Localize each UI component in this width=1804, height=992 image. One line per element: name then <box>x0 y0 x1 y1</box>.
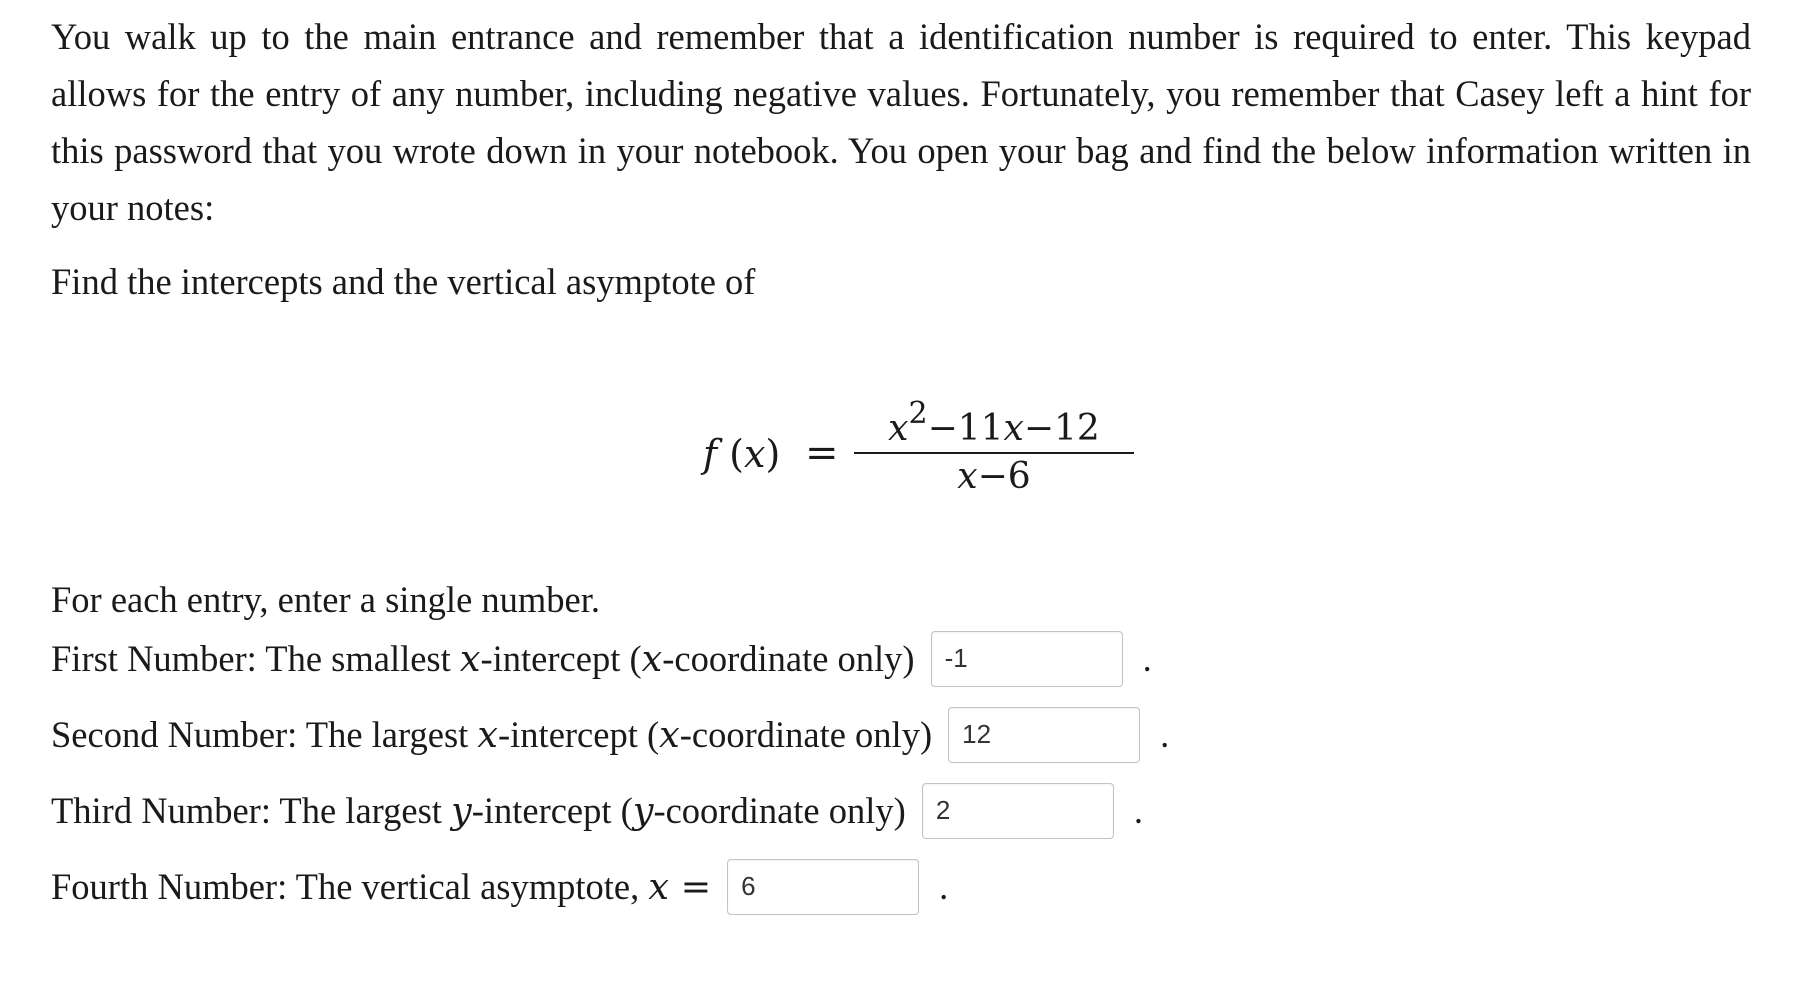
problem-content <box>51 8 1751 908</box>
question-label <box>51 789 906 833</box>
question-text: -intercept ( <box>498 714 660 755</box>
open-paren: ( <box>729 432 744 476</box>
question-third <box>51 780 1143 842</box>
question-first <box>51 628 1152 690</box>
denominator <box>854 457 1134 497</box>
period: . <box>939 866 949 907</box>
numerator-x-linear: x <box>1003 408 1024 449</box>
period: . <box>1160 714 1170 755</box>
fourth-number-input[interactable]: 6 <box>727 859 919 915</box>
denominator-constant: −6 <box>977 456 1031 497</box>
question-text: -intercept ( <box>471 790 633 831</box>
question-text: Fourth Number: The vertical asymptote, <box>51 866 649 907</box>
question-text: Third Number: The largest <box>51 790 452 831</box>
numerator-coefficient: −11 <box>927 408 1004 449</box>
math-variable: y <box>632 789 654 832</box>
question-label <box>51 865 711 909</box>
period: . <box>1142 638 1152 679</box>
question-text: -coordinate only) <box>679 714 933 755</box>
question-label <box>51 637 915 681</box>
question-second <box>51 704 1169 766</box>
equals-sign: = <box>805 430 839 476</box>
question-text: Second Number: The largest <box>51 714 478 755</box>
denominator-x: x <box>957 456 978 497</box>
function-name: f <box>703 432 718 476</box>
first-number-input[interactable]: -1 <box>931 631 1123 687</box>
function-variable: x <box>744 432 766 476</box>
exponent: 2 <box>908 396 928 431</box>
question-text: -intercept ( <box>480 638 642 679</box>
fraction <box>854 396 1134 497</box>
equation-lhs <box>703 432 780 476</box>
question-label <box>51 713 932 757</box>
numerator <box>854 396 1134 451</box>
instructions-text: For each entry, enter a single number. <box>51 579 600 620</box>
math-variable: x <box>659 713 680 756</box>
function-equation <box>51 396 1751 516</box>
fraction-bar <box>854 452 1134 454</box>
prompt-text: Find the intercepts and the vertical asymptote of <box>51 261 756 302</box>
second-number-input[interactable]: 12 <box>948 707 1140 763</box>
math-variable: y <box>451 789 472 832</box>
period: . <box>1133 790 1143 831</box>
math-variable: x <box>641 637 663 680</box>
close-paren: ) <box>765 432 781 476</box>
question-fourth <box>51 856 948 918</box>
question-text: -coordinate only) <box>662 638 915 679</box>
intro-paragraph: You walk up to the main entrance and remember that a identification number is required to enter. This keypad allows for the entry of any number, including negative values. Fortunately, you remember that Casey left a hint for this password that you wrote down in your notebook. You open your bag and find the below information written in your notes: <box>51 16 1751 228</box>
numerator-x: x <box>888 408 909 449</box>
equals-sign: = <box>668 865 712 908</box>
math-variable: x <box>477 713 499 756</box>
question-text: -coordinate only) <box>653 790 906 831</box>
third-number-input[interactable]: 2 <box>922 783 1114 839</box>
question-text: First Number: The smallest <box>51 638 460 679</box>
numerator-constant: −12 <box>1023 408 1100 449</box>
math-variable: x <box>459 637 481 680</box>
math-variable: x <box>648 865 669 908</box>
